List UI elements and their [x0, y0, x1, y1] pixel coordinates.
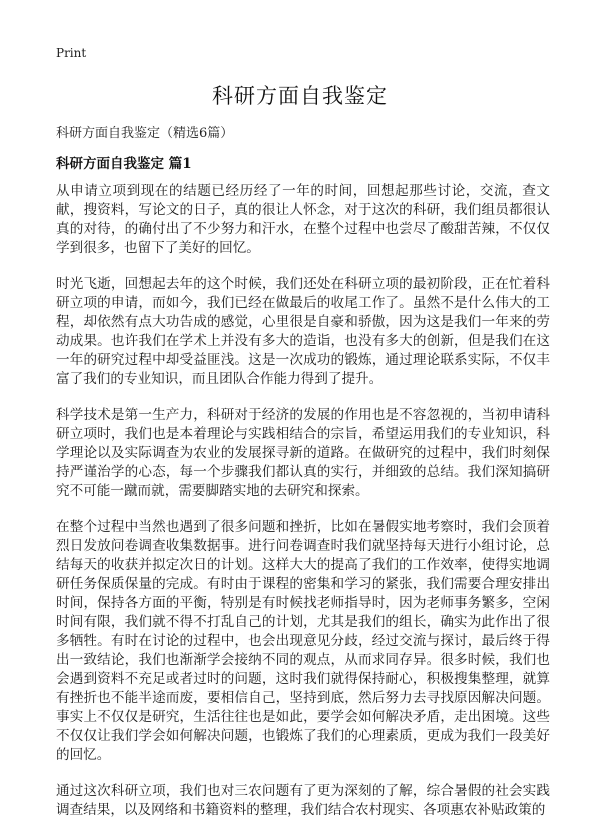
paragraph-5: 通过这次科研立项，我们也对三农问题有了更为深刻的了解，综合暑假的社会实践调查结果，以及网络和书籍资料的整理，我们结合农村现实、各项惠农补贴政策的: [56, 783, 550, 818]
paragraph-2: 时光飞逝，回想起去年的这个时候，我们还处在科研立项的最初阶段，正在忙着科研立项的申请，而如今，我们已经在做最后的收尾工作了。虽然不是什么伟大的工程，却依然有点大功告成的感觉，心里很是自豪和骄傲，因为这是我们一年来的劳动成果。也许我们在学术上并没有多大的造诣，也没有多大的创新，但是我们在这一年的研究过程中却受益匪浅。这是一次成功的锻炼，通过理论联系实际，不仅丰富了我们的专业知识，而且团队合作能力得到了提升。: [56, 276, 550, 387]
document-subtitle: 科研方面自我鉴定（精选6篇）: [56, 126, 234, 141]
section-heading: 科研方面自我鉴定 篇1: [56, 156, 192, 172]
document-title: 科研方面自我鉴定: [212, 84, 388, 108]
print-link[interactable]: Print: [56, 46, 87, 60]
paragraph-4: 在整个过程中当然也遇到了很多问题和挫折，比如在暑假实地考察时，我们会顶着烈日发放问卷调查收集数据事。进行问卷调查时我们就坚持每天进行小组讨论，总结每天的收获并拟定次日的计划。这样大大的提高了我们的工作效率，使得实地调研任务保质保量的完成。有时由于课程的密集和学习的紧张，我们需要合理安排出时间，保持各方面的平衡，特别是有时候找老师指导时，因为老师事务繁多，空闲时间有限，我们就不得不打乱自己的计划，尤其是我们的组长，确实为此作出了很多牺牲。有时在讨论的过程中，也会出现意见分歧，经过交流与探讨，最后终于得出一致结论，我们也渐渐学会接纳不同的观点，从而求同存异。很多时候，我们也会遇到资料不充足或者过时的问题，这时我们就得保持耐心，积极搜集整理，就算有挫折也不能半途而废，要相信自己，坚持到底，然后努力去寻找原因解决问题。事实上不仅仅是研究，生活往往也是如此，要学会如何解决矛盾，走出困境。这些不仅仅让我们学会如何解决问题，也锻炼了我们的心理素质，更成为我们一段美好的回忆。: [56, 519, 550, 763]
document-body: [56, 182, 550, 828]
paragraph-1: 从申请立项到现在的结题已经历经了一年的时间，回想起那些讨论，交流，查文献，搜资料，写论文的日子，真的很让人怀念，对于这次的科研，我们组员都很认真的对待，的确付出了不少努力和汗水，在整个过程中也尝尽了酸甜苦辣，不仅仅学到很多，也留下了美好的回忆。: [56, 183, 550, 256]
paragraph-3: 科学技术是第一生产力，科研对于经济的发展的作用也是不容忽视的，当初申请科研立项时，我们也是本着理论与实践相结合的宗旨，希望运用我们的专业知识，科学理论以及实际调查为农业的发展探寻新的道路。在做研究的过程中，我们时刻保持严谨治学的心态，每一个步骤我们都认真的实行，并细致的总结。我们深知搞研究不可能一蹴而就，需要脚踏实地的去研究和探索。: [56, 407, 550, 499]
